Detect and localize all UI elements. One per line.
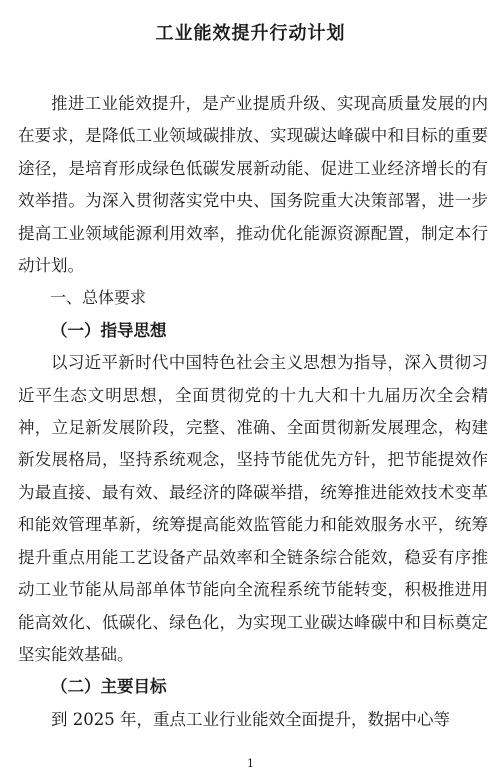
page-number: 1 xyxy=(247,757,254,770)
document-title: 工业能效提升行动计划 xyxy=(155,23,346,44)
document-body xyxy=(18,88,488,736)
subsection-heading-guiding-ideology: （一）指导思想 xyxy=(51,320,167,340)
subsection-heading-main-goals: （二）主要目标 xyxy=(51,677,167,697)
section-heading-general-requirements: 一、总体要求 xyxy=(50,288,147,308)
guiding-ideology-paragraph: 以习近平新时代中国特色社会主义思想为指导，深入贯彻习近平生态文明思想，全面贯彻党的十九大和十九届历次全会精神，立足新发展阶段，完整、准确、全面贯彻新发展理念，构建新发展格局，坚持系统观念，坚持节能优先方针，把节能提效作为最直接、最有效、最经济的降碳举措，统筹推进能效技术变革和能效管理革新，统筹提高能效监管能力和能效服务水平，统筹提升重点用能工艺设备产品效率和全链条综合能效，稳妥有序推动工业节能从局部单体节能向全流程系统节能转变，积极推进用能高效化、低碳化、绿色化，为实现工业碳达峰碳中和目标奠定坚实能效基础。 xyxy=(18,353,488,664)
main-goals-paragraph: 到 2025 年，重点工业行业能效全面提升，数据中心等 xyxy=(51,709,450,729)
intro-paragraph: 推进工业能效提升，是产业提质升级、实现高质量发展的内在要求，是降低工业领域碳排放、实现碳达峰碳中和目标的重要途径，是培育形成绿色低碳发展新动能、促进工业经济增长的有效举措。为深入贯彻落实党中央、国务院重大决策部署，进一步提高工业领域能源利用效率，推动优化能源资源配置，制定本行动计划。 xyxy=(18,94,488,276)
